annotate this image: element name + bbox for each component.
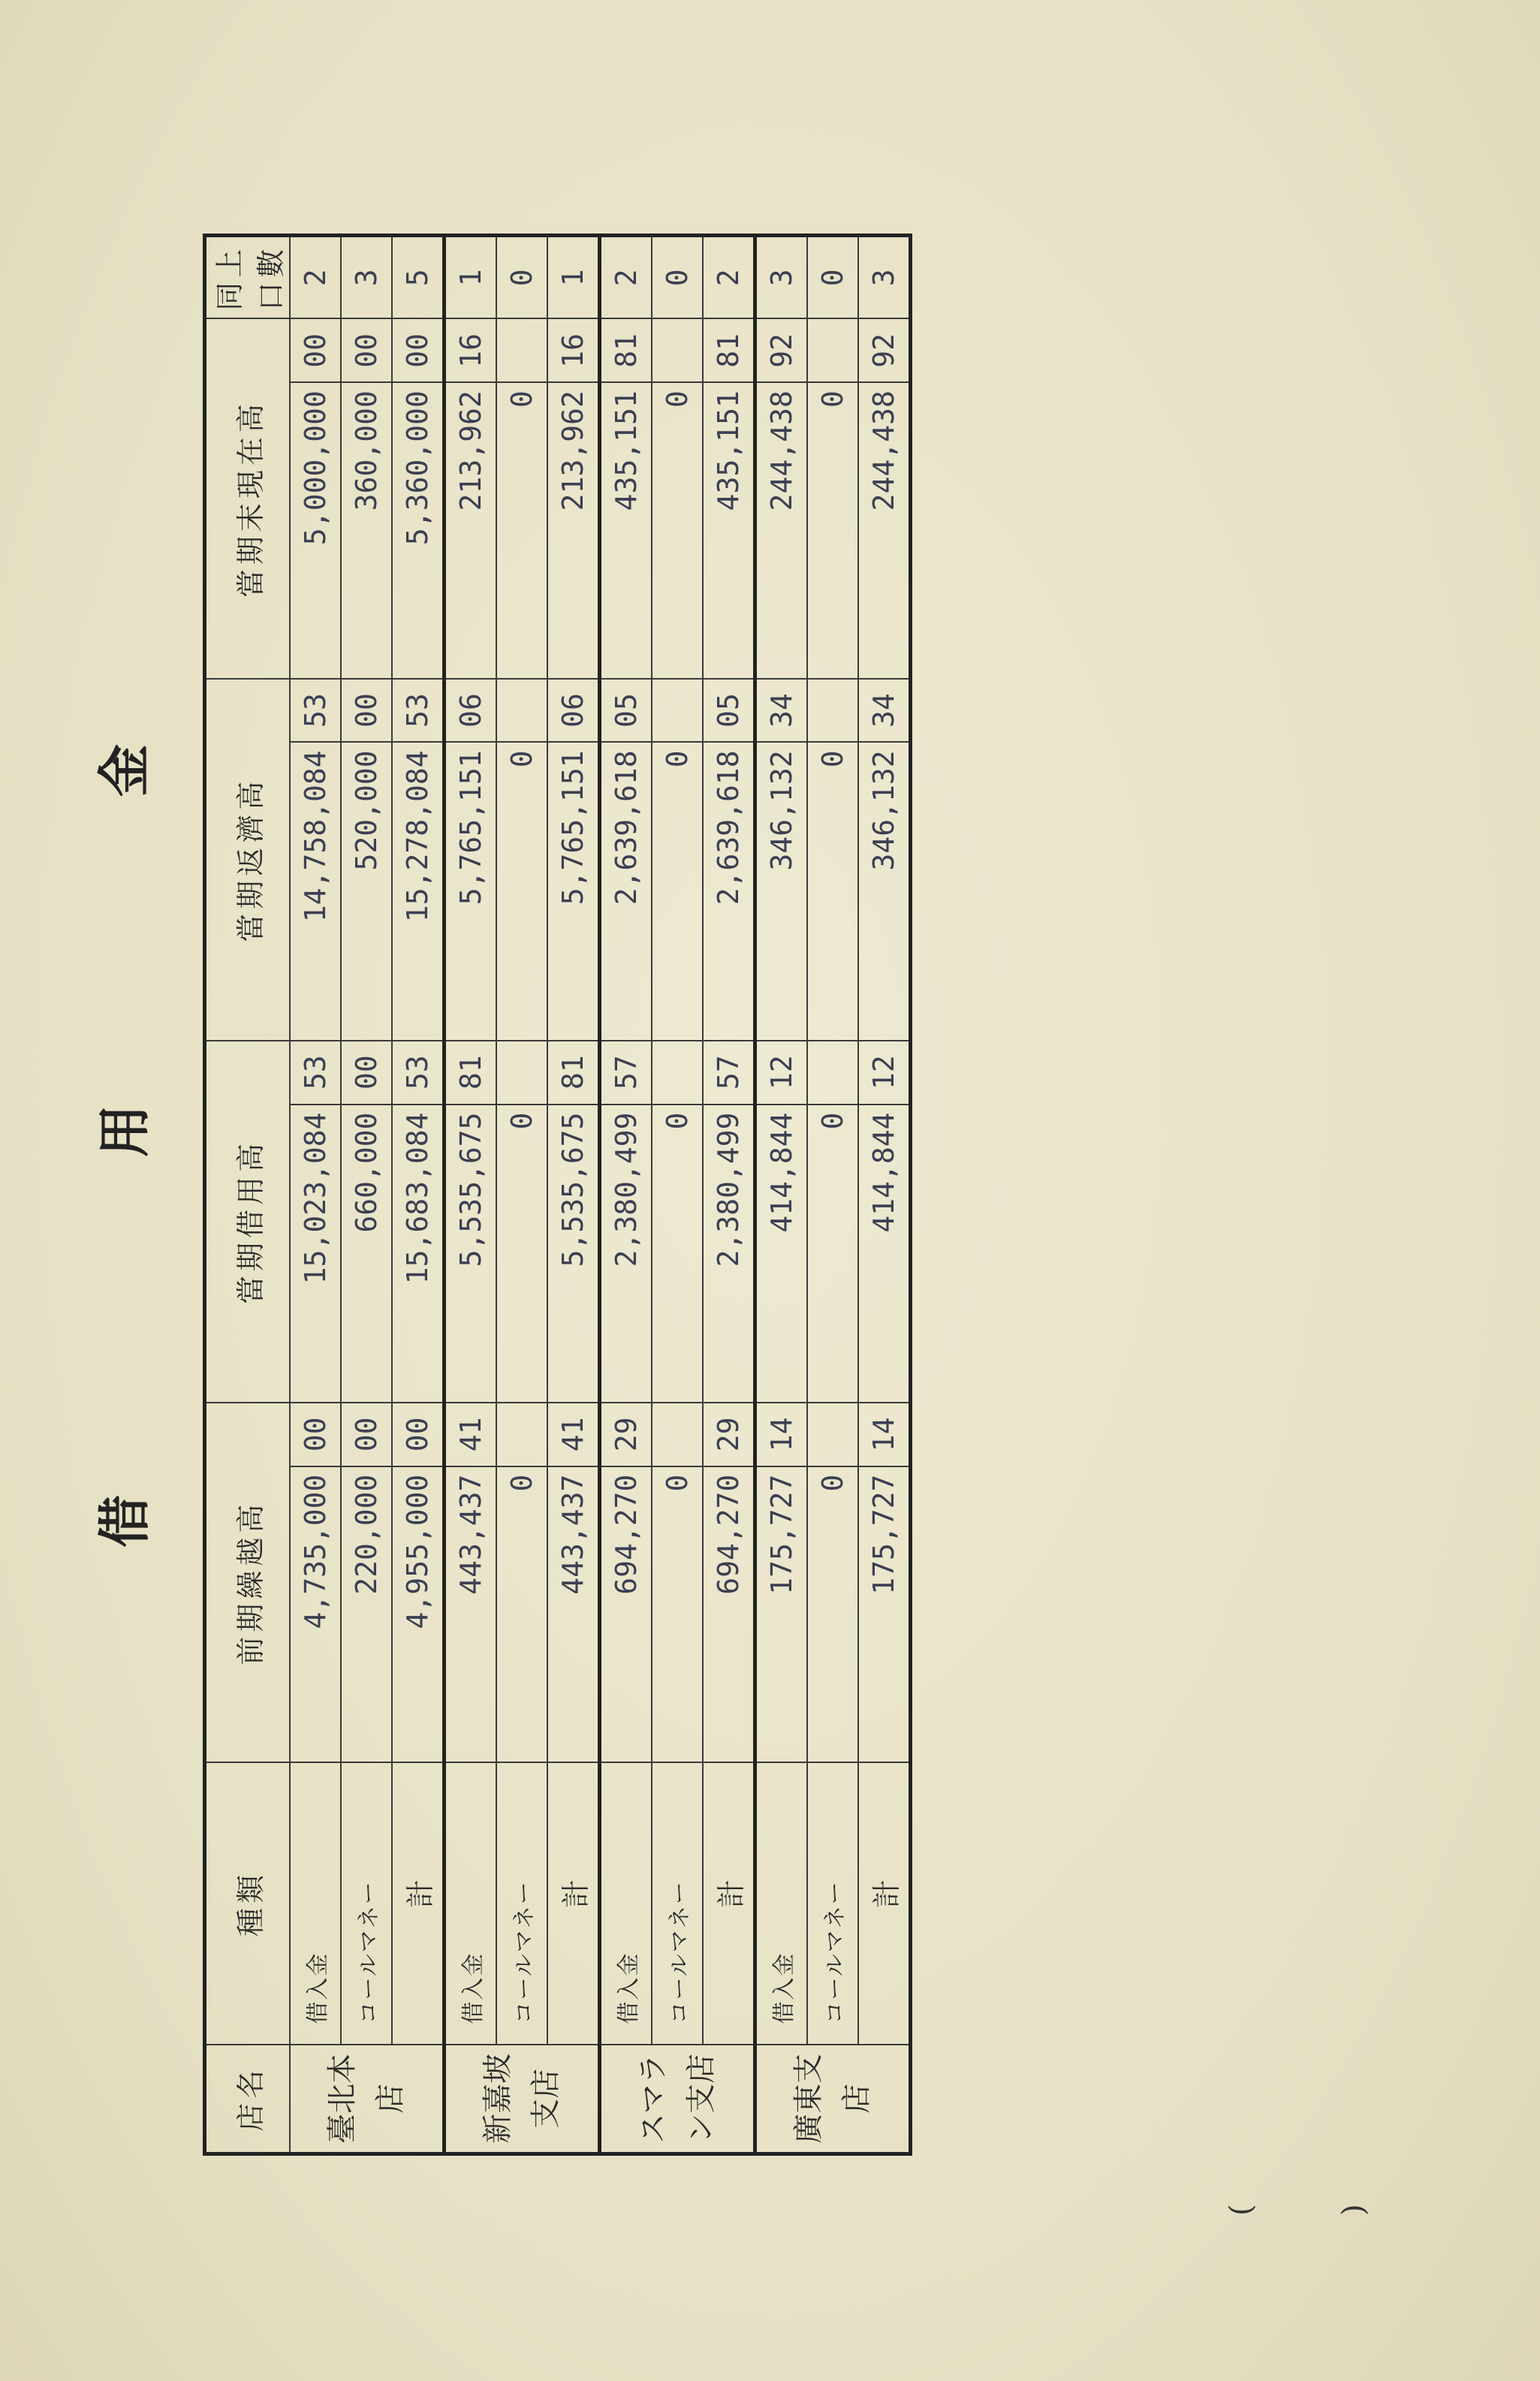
- prev-sen: 41: [445, 1403, 497, 1466]
- prev-amount: 443,437: [547, 1466, 600, 1763]
- repay-amount: 0: [807, 742, 858, 1040]
- page-mark-close: ): [1337, 2204, 1371, 2216]
- prev-sen: 29: [703, 1403, 755, 1466]
- kind-cell: コールマネー: [807, 1762, 858, 2044]
- borrow-amount: 5,535,675: [547, 1105, 600, 1403]
- borrow-sen: 53: [290, 1041, 341, 1105]
- prev-amount: 694,270: [600, 1466, 652, 1763]
- prev-sen: 00: [290, 1403, 341, 1466]
- balance-amount: 360,000: [341, 382, 392, 679]
- repay-amount: 0: [652, 742, 703, 1040]
- store-name: 廣東支店: [755, 2045, 911, 2154]
- balance-amount: 213,962: [445, 382, 497, 679]
- count-cell: 5: [392, 236, 445, 319]
- count-cell: 3: [858, 236, 911, 319]
- balance-amount: 244,438: [858, 382, 911, 679]
- repay-amount: 520,000: [341, 742, 392, 1040]
- prev-amount: 0: [652, 1466, 703, 1763]
- repay-sen: [807, 679, 858, 743]
- prev-sen: [496, 1403, 547, 1466]
- kind-cell: 借入金: [755, 1762, 808, 2044]
- repay-amount: 15,278,084: [392, 742, 445, 1040]
- header-row: [205, 236, 291, 2154]
- repay-sen: 06: [445, 679, 497, 743]
- count-cell: 2: [290, 236, 341, 319]
- header-borrow: 當期借用高: [205, 1041, 291, 1403]
- borrow-sen: [496, 1041, 547, 1105]
- repay-sen: 53: [392, 679, 445, 743]
- borrow-sen: 53: [392, 1041, 445, 1105]
- repay-amount: 346,132: [755, 742, 808, 1040]
- title-char-2: 用: [93, 1105, 155, 1157]
- table-row: [807, 236, 858, 2154]
- page-mark-open: (: [1224, 2204, 1258, 2216]
- balance-sen: [652, 318, 703, 382]
- repay-amount: 0: [496, 742, 547, 1040]
- kind-cell: 計: [858, 1762, 911, 2044]
- balance-sen: 81: [703, 318, 755, 382]
- header-count: 同上口數: [205, 236, 291, 319]
- table-row: [755, 236, 808, 2154]
- header-store: 店名: [205, 2045, 291, 2154]
- store-name: 臺北本店: [290, 2045, 445, 2154]
- borrow-sen: [807, 1041, 858, 1105]
- repay-sen: 06: [547, 679, 600, 743]
- kind-cell: 借入金: [600, 1762, 652, 2044]
- prev-amount: 443,437: [445, 1466, 497, 1763]
- balance-sen: 92: [755, 318, 808, 382]
- table-body: [290, 236, 911, 2154]
- repay-amount: 2,639,618: [703, 742, 755, 1040]
- balance-sen: 00: [290, 318, 341, 382]
- prev-sen: 00: [392, 1403, 445, 1466]
- repay-sen: 00: [341, 679, 392, 743]
- kind-cell: コールマネー: [652, 1762, 703, 2044]
- prev-sen: 41: [547, 1403, 600, 1466]
- borrow-amount: 5,535,675: [445, 1105, 497, 1403]
- count-cell: 0: [807, 236, 858, 319]
- header-kind: 種類: [205, 1762, 291, 2044]
- borrow-amount: 15,683,084: [392, 1105, 445, 1403]
- borrow-sen: 00: [341, 1041, 392, 1105]
- repay-sen: 53: [290, 679, 341, 743]
- borrow-sen: [652, 1041, 703, 1105]
- kind-cell: コールマネー: [496, 1762, 547, 2044]
- prev-amount: 175,727: [858, 1466, 911, 1763]
- table-row: [703, 236, 755, 2154]
- prev-sen: 14: [858, 1403, 911, 1466]
- repay-amount: 14,758,084: [290, 742, 341, 1040]
- balance-amount: 244,438: [755, 382, 808, 679]
- count-cell: 2: [703, 236, 755, 319]
- repay-sen: 05: [600, 679, 652, 743]
- header-balance: 當期末現在高: [205, 318, 291, 678]
- borrow-sen: 57: [703, 1041, 755, 1105]
- repay-sen: 34: [858, 679, 911, 743]
- repay-sen: [652, 679, 703, 743]
- prev-sen: 14: [755, 1403, 808, 1466]
- prev-sen: [652, 1403, 703, 1466]
- count-cell: 0: [652, 236, 703, 319]
- borrow-sen: 12: [755, 1041, 808, 1105]
- repay-amount: 5,765,151: [445, 742, 497, 1040]
- borrow-amount: 0: [496, 1105, 547, 1403]
- store-name: 新嘉坡支店: [445, 2045, 600, 2154]
- table-row: [341, 236, 392, 2154]
- table-row: [392, 236, 445, 2154]
- borrow-sen: 57: [600, 1041, 652, 1105]
- prev-amount: 175,727: [755, 1466, 808, 1763]
- table-row: [600, 236, 652, 2154]
- borrow-amount: 414,844: [858, 1105, 911, 1403]
- balance-amount: 435,151: [600, 382, 652, 679]
- header-prev: 前期繰越高: [205, 1403, 291, 1762]
- borrowings-table: [203, 234, 912, 2156]
- kind-cell: 借入金: [290, 1762, 341, 2044]
- title-char-3: 金: [93, 744, 155, 797]
- kind-cell: 計: [392, 1762, 445, 2044]
- prev-amount: 220,000: [341, 1466, 392, 1763]
- prev-amount: 0: [807, 1466, 858, 1763]
- balance-sen: 00: [341, 318, 392, 382]
- store-name: スマラン支店: [600, 2045, 755, 2154]
- repay-sen: [496, 679, 547, 743]
- count-cell: 3: [755, 236, 808, 319]
- table-row: [547, 236, 600, 2154]
- kind-cell: 計: [703, 1762, 755, 2044]
- prev-sen: 29: [600, 1403, 652, 1466]
- borrow-amount: 660,000: [341, 1105, 392, 1403]
- prev-amount: 694,270: [703, 1466, 755, 1763]
- repay-sen: 34: [755, 679, 808, 743]
- prev-amount: 4,955,000: [392, 1466, 445, 1763]
- borrow-amount: 2,380,499: [703, 1105, 755, 1403]
- count-cell: 3: [341, 236, 392, 319]
- borrow-sen: 81: [445, 1041, 497, 1105]
- table-row: [290, 236, 341, 2154]
- title-char-1: 借: [93, 1495, 155, 1548]
- kind-cell: 借入金: [445, 1762, 497, 2044]
- table-row: [445, 236, 497, 2154]
- balance-amount: 213,962: [547, 382, 600, 679]
- repay-amount: 346,132: [858, 742, 911, 1040]
- prev-amount: 0: [496, 1466, 547, 1763]
- repay-sen: 05: [703, 679, 755, 743]
- repay-amount: 2,639,618: [600, 742, 652, 1040]
- balance-sen: [496, 318, 547, 382]
- balance-sen: 00: [392, 318, 445, 382]
- header-repay: 當期返濟高: [205, 679, 291, 1041]
- borrow-amount: 0: [652, 1105, 703, 1403]
- table-row: [652, 236, 703, 2154]
- balance-amount: 0: [807, 382, 858, 679]
- balance-amount: 5,000,000: [290, 382, 341, 679]
- balance-sen: 16: [547, 318, 600, 382]
- borrow-sen: 12: [858, 1041, 911, 1105]
- balance-sen: 16: [445, 318, 497, 382]
- count-cell: 1: [547, 236, 600, 319]
- count-cell: 0: [496, 236, 547, 319]
- prev-sen: 00: [341, 1403, 392, 1466]
- count-cell: 2: [600, 236, 652, 319]
- prev-sen: [807, 1403, 858, 1466]
- count-cell: 1: [445, 236, 497, 319]
- borrow-amount: 0: [807, 1105, 858, 1403]
- borrow-amount: 2,380,499: [600, 1105, 652, 1403]
- table-row: [496, 236, 547, 2154]
- kind-cell: コールマネー: [341, 1762, 392, 2044]
- borrow-amount: 414,844: [755, 1105, 808, 1403]
- balance-amount: 0: [652, 382, 703, 679]
- prev-amount: 4,735,000: [290, 1466, 341, 1763]
- repay-amount: 5,765,151: [547, 742, 600, 1040]
- balance-sen: 92: [858, 318, 911, 382]
- balance-sen: 81: [600, 318, 652, 382]
- borrow-sen: 81: [547, 1041, 600, 1105]
- kind-cell: 計: [547, 1762, 600, 2044]
- balance-amount: 0: [496, 382, 547, 679]
- balance-sen: [807, 318, 858, 382]
- borrow-amount: 15,023,084: [290, 1105, 341, 1403]
- balance-amount: 435,151: [703, 382, 755, 679]
- table-row: [858, 236, 911, 2154]
- balance-amount: 5,360,000: [392, 382, 445, 679]
